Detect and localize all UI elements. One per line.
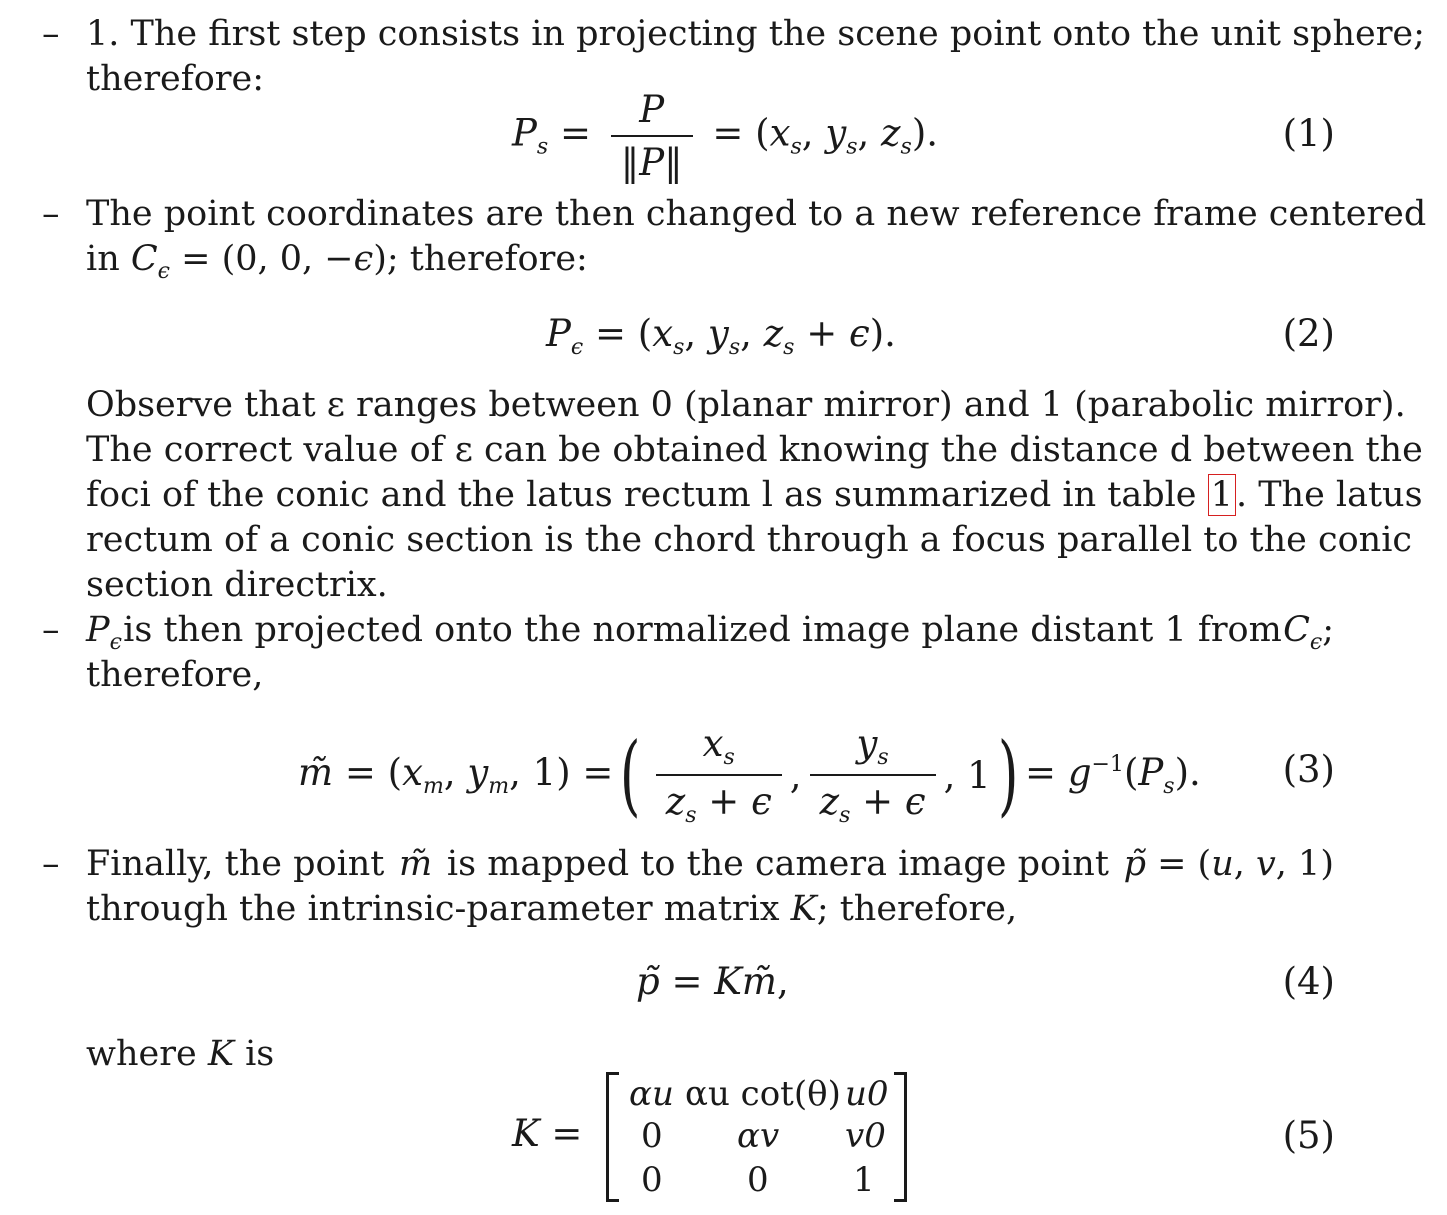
step3-line1: $P_\epsilon$ is then projected onto the normalized image plane distant 1 from $C_\epsilon$; [86,608,1334,665]
where-prefix: where [86,1034,197,1074]
matrix-cell: u0 [845,1074,889,1114]
equation-4: p̃ = Km̃, [636,960,789,1003]
equation-2-number: (2) [1282,312,1335,355]
step4-line2-suffix: ; therefore, [816,889,1018,929]
step4-line1-mid: is mapped to the camera image point [446,844,1109,884]
table-reference-link[interactable]: 1 [1208,474,1236,516]
list-marker: – [42,14,60,54]
step4-line1: Finally, the point m̃ is mapped to the camera image point p̃ = (u, v, 1) [86,842,1334,887]
equation-4-number: (4) [1282,960,1335,1003]
step2-line2-prefix: in [86,239,120,279]
matrix-cell: 0 [747,1160,769,1200]
matrix-cell: v0 [845,1116,886,1156]
observe-line3-prefix: foci of the conic and the latus rectum l as summarized in table [86,475,1197,515]
matrix-cell: 1 [853,1160,875,1200]
step2-line1: The point coordinates are then changed to a new reference frame centered [86,194,1427,234]
matrix-k [606,1072,907,1202]
step4-line1-prefix: Finally, the point [86,844,385,884]
list-marker: – [42,610,60,650]
observe-line2: The correct value of ε can be obtained knowing the distance d between the [86,430,1423,470]
list-marker: – [42,844,60,884]
matrix-cell: 0 [641,1160,663,1200]
where-suffix: is [245,1034,275,1074]
equation-3-number: (3) [1282,748,1335,791]
observe-line3-suffix: . The latus [1235,475,1423,515]
equation-5-number: (5) [1282,1114,1335,1157]
observe-line4: rectum of a conic section is the chord through a focus parallel to the conic [86,520,1413,560]
observe-line5: section directrix. [86,565,388,605]
step1-line2: therefore: [86,59,265,99]
equation-5-lhs: K = [512,1112,583,1155]
equation-1: $P_s$ = $\frac{P}{‖P‖}$ = ($x_s$, $y_s$, $z_s$). [512,88,939,184]
step1-line1: 1. The first step consists in projecting the scene point onto the unit sphere; [86,14,1425,54]
equation-1-number: (1) [1282,112,1335,155]
matrix-cell: αu [629,1074,674,1114]
list-marker: – [42,194,60,234]
matrix-cell: 0 [641,1116,663,1156]
step2-line2: in $C_\epsilon = (0$, 0, −ϵ); therefore: [86,239,588,284]
observe-line3 [86,473,1423,518]
matrix-cell: αu cot(θ) [685,1074,841,1114]
step3-line2: therefore, [86,655,264,695]
where-text: where K is [86,1034,275,1074]
step4-line2-prefix: through the intrinsic-parameter matrix [86,889,780,929]
step2-line2-suffix: ; therefore: [386,239,588,279]
equation-3: m̃ = ($x_m$, $y_m$, 1) = ( $\frac{x_s}{z_s + \epsilon}$ , $\frac{y_s}{z_s + \epsilon}$ , 1 ) = $g^{-1}(P_s)$. [298,722,1201,828]
matrix-cell: αv [737,1116,780,1156]
step4-line2: through the intrinsic-parameter matrix K; therefore, [86,889,1018,929]
step3-line1-text: is then projected onto the normalized image plane distant 1 from [123,610,1282,650]
equation-2: $P_\epsilon = (x_s$, $y_s$, $z_s + \epsilon$). [546,312,896,360]
observe-line1: Observe that ε ranges between 0 (planar mirror) and 1 (parabolic mirror). [86,385,1406,425]
